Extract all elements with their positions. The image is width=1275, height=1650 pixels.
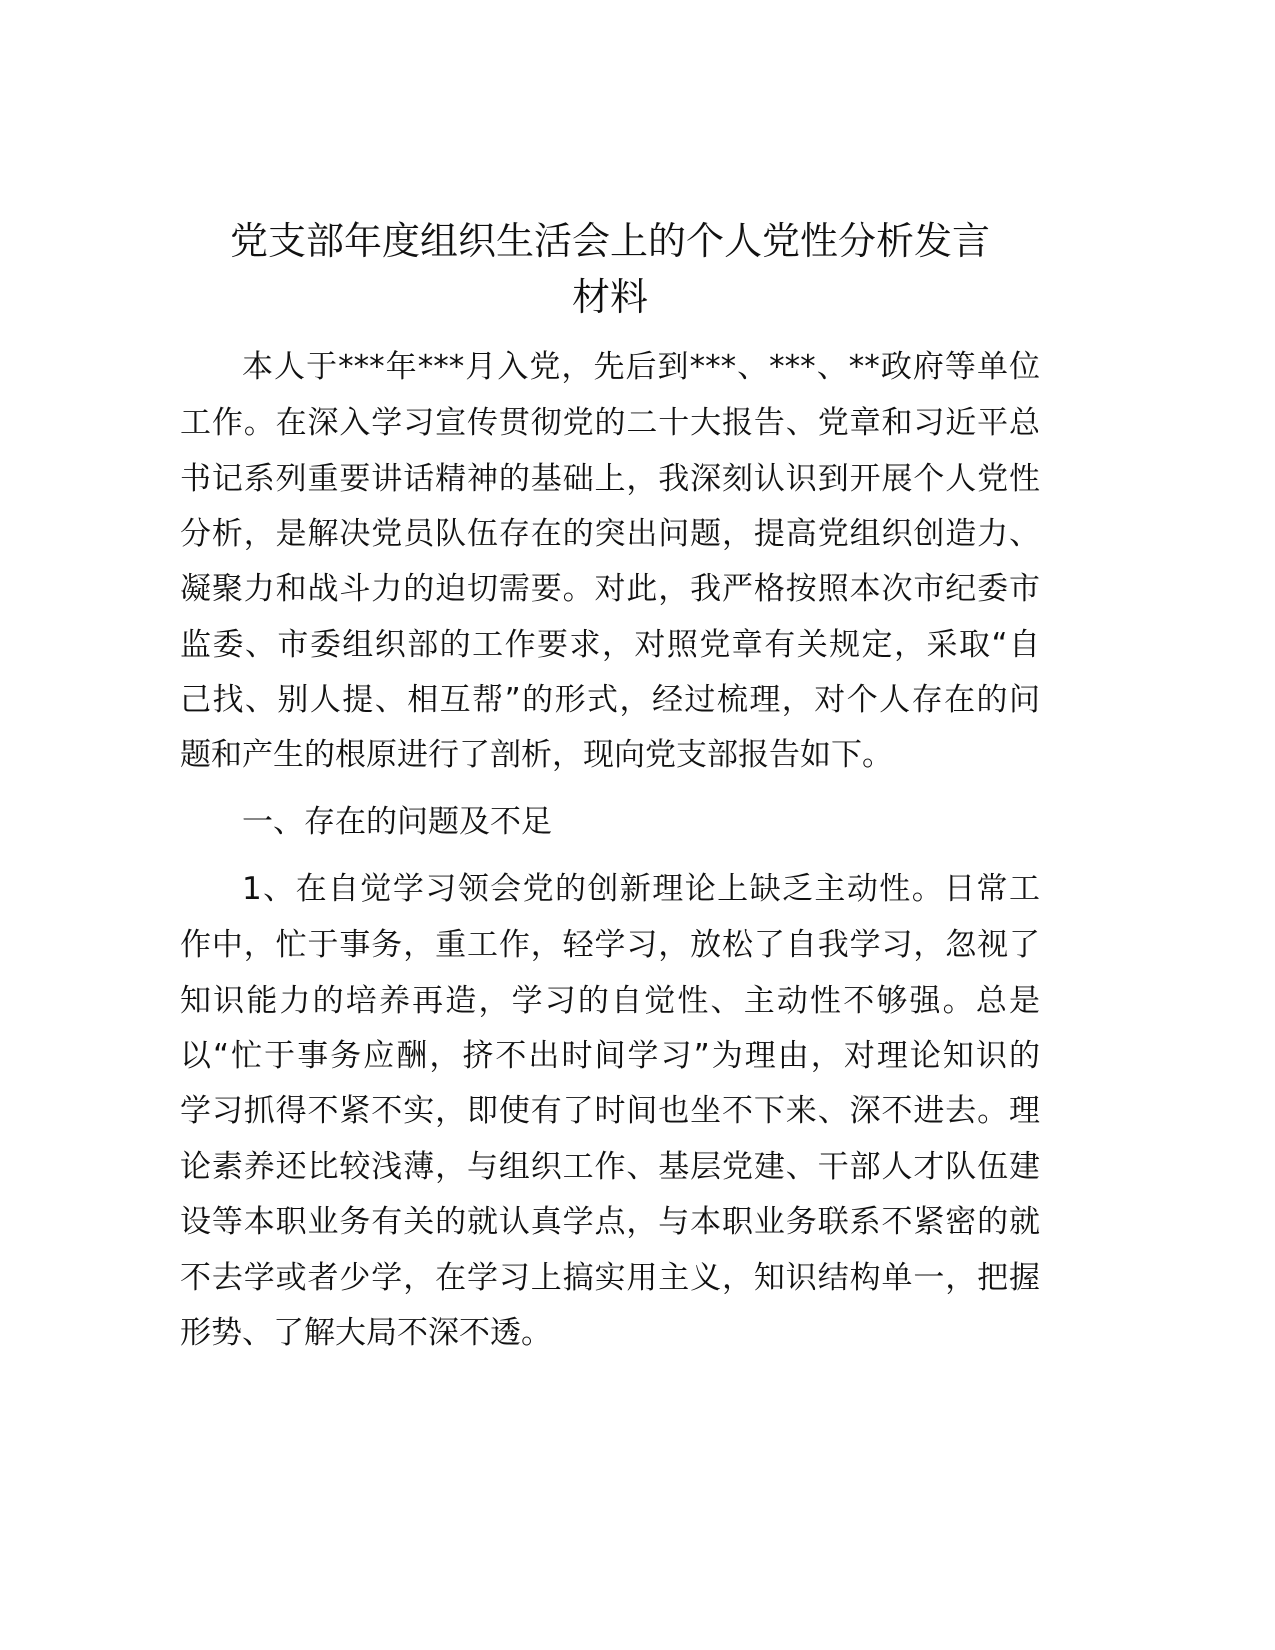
paragraph-intro-line: 本人于***年***月入党，先后到***、***、**政府等单位 (242, 349, 1040, 385)
paragraph-item-1-line: 学习抓得不紧不实，即使有了时间也坐不下来、深不进去。理 (180, 1093, 1040, 1129)
paragraph-item-1-line: 作中，忙于事务，重工作，轻学习，放松了自我学习，忽视了 (180, 927, 1040, 963)
paragraph-item-1-line: 论素养还比较浅薄，与组织工作、基层党建、干部人才队伍建 (180, 1149, 1040, 1185)
paragraph-item-1-line: 不去学或者少学，在学习上搞实用主义，知识结构单一，把握 (180, 1260, 1040, 1296)
paragraph-intro-line: 题和产生的根原进行了剖析，现向党支部报告如下。 (180, 737, 893, 773)
paragraph-intro-line: 监委、市委组织部的工作要求，对照党章有关规定，采取“自 (180, 627, 1040, 663)
paragraph-intro-line: 己找、别人提、相互帮”的形式，经过梳理，对个人存在的问 (180, 682, 1040, 718)
paragraph-item-1-line: 以“忙于事务应酬，挤不出时间学习”为理由，对理论知识的 (180, 1038, 1040, 1074)
paragraph-intro-line: 分析，是解决党员队伍存在的突出问题，提高党组织创造力、 (180, 516, 1040, 552)
paragraph-item-1-line: 形势、了解大局不深不透。 (180, 1315, 552, 1351)
document-title-line-1: 党支部年度组织生活会上的个人党性分析发言 (229, 219, 990, 263)
paragraph-intro-line: 书记系列重要讲话精神的基础上，我深刻认识到开展个人党性 (180, 461, 1040, 497)
document-title-line-2: 材料 (571, 275, 648, 319)
paragraph-item-1-line: 知识能力的培养再造，学习的自觉性、主动性不够强。总是 (180, 983, 1040, 1019)
paragraph-intro-line: 工作。在深入学习宣传贯彻党的二十大报告、党章和习近平总 (180, 405, 1040, 441)
paragraph-item-1-line: 设等本职业务有关的就认真学点，与本职业务联系不紧密的就 (180, 1204, 1040, 1240)
paragraph-item-1-line: 1、在自觉学习领会党的创新理论上缺乏主动性。日常工 (242, 871, 1040, 907)
section-heading: 一、存在的问题及不足 (242, 804, 552, 840)
paragraph-intro-line: 凝聚力和战斗力的迫切需要。对此，我严格按照本次市纪委市 (180, 571, 1040, 607)
